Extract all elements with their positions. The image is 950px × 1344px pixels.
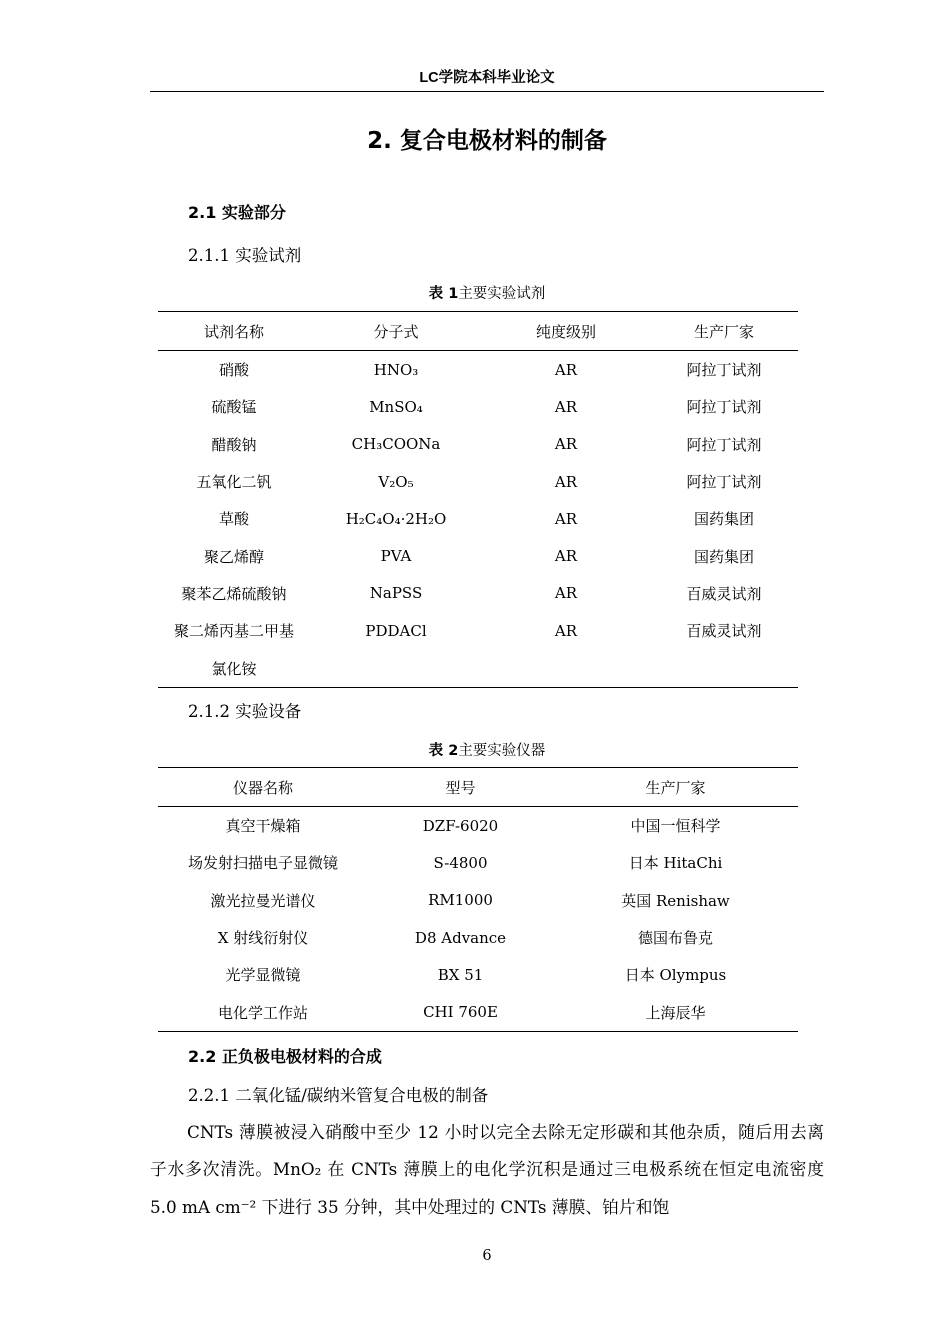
table-row	[158, 807, 798, 845]
cell-formula: NaPSS	[369, 584, 423, 603]
cell-manufacturer: 日本 Olympus	[624, 966, 727, 985]
column-header-formula: 分子式	[310, 312, 482, 351]
column-header-reagent-name: 试剂名称	[158, 312, 310, 351]
table-header-row	[158, 312, 798, 351]
cell-purity: AR	[554, 435, 578, 454]
cell-purity: AR	[554, 547, 578, 566]
instruments-table	[158, 767, 798, 1032]
cell-formula: V₂O₅	[378, 472, 414, 491]
table-row	[158, 537, 798, 574]
cell-reagent-name: 硫酸锰	[211, 398, 257, 417]
subsection-heading-2-2-1: 2.2.1 二氧化锰/碳纳米管复合电极的制备	[188, 1086, 489, 1105]
cell-model: DZF-6020	[422, 816, 499, 835]
table-row	[158, 956, 798, 993]
column-header-instrument-name: 仪器名称	[158, 768, 368, 807]
cell-purity	[482, 649, 650, 687]
cell-reagent-name: 聚苯乙烯硫酸钠	[181, 584, 287, 603]
cell-manufacturer	[650, 649, 798, 687]
section-heading-2-2: 2.2 正负极电极材料的合成	[188, 1047, 382, 1066]
page-number: 6	[482, 1248, 492, 1264]
cell-model: RM1000	[428, 891, 493, 910]
cell-formula	[310, 649, 482, 687]
cell-manufacturer: 阿拉丁试剂	[686, 398, 762, 417]
cell-purity: AR	[554, 397, 578, 416]
subsection-heading-2-1-2: 2.1.2 实验设备	[188, 702, 302, 721]
cell-manufacturer: 阿拉丁试剂	[686, 361, 762, 380]
table-row	[158, 463, 798, 500]
cell-manufacturer: 德国布鲁克	[637, 929, 713, 948]
cell-model: CHI 760E	[423, 1003, 498, 1022]
table1-caption-text: 主要实验试剂	[458, 286, 546, 302]
subsection-heading-2-1-1: 2.1.1 实验试剂	[188, 246, 302, 265]
cell-reagent-name: 草酸	[218, 510, 249, 529]
cell-reagent-name: 醋酸钠	[211, 435, 257, 454]
cell-instrument-name: 场发射扫描电子显微镜	[187, 854, 338, 873]
cell-manufacturer: 阿拉丁试剂	[686, 473, 762, 492]
cell-formula: PVA	[380, 547, 412, 566]
cell-manufacturer: 阿拉丁试剂	[686, 435, 762, 454]
table-row	[158, 919, 798, 956]
cell-instrument-name: 电化学工作站	[217, 1003, 308, 1022]
table-row	[158, 388, 798, 425]
table-row	[158, 649, 798, 687]
table1-caption-label: 表 1	[428, 286, 459, 302]
cell-purity: AR	[554, 584, 578, 603]
table-row	[158, 426, 798, 463]
cell-model: S-4800	[433, 853, 488, 872]
cell-purity: AR	[554, 509, 578, 528]
table2-caption-label: 表 2	[428, 743, 459, 759]
cell-instrument-name: X 射线衍射仪	[217, 929, 309, 948]
cell-instrument-name: 真空干燥箱	[225, 817, 301, 836]
table1-caption	[150, 282, 824, 303]
cell-reagent-name: 聚二烯丙基二甲基	[173, 622, 294, 641]
reagents-table	[158, 311, 798, 688]
column-header-purity: 纯度级别	[482, 312, 650, 351]
cell-manufacturer: 国药集团	[693, 547, 754, 566]
cell-purity: AR	[554, 360, 578, 379]
cell-formula: PDDACl	[365, 621, 427, 640]
chapter-title: 2. 复合电极材料的制备	[367, 128, 607, 154]
cell-manufacturer: 国药集团	[693, 510, 754, 529]
table-row	[158, 351, 798, 389]
header-rule	[150, 91, 824, 92]
cell-formula: H₂C₄O₄·2H₂O	[345, 509, 447, 528]
cell-manufacturer: 上海辰华	[645, 1003, 706, 1022]
table-row	[158, 500, 798, 537]
column-header-model: 型号	[368, 768, 553, 807]
cell-model: D8 Advance	[414, 928, 507, 947]
cell-manufacturer: 中国一恒科学	[630, 817, 721, 836]
cell-formula: MnSO₄	[369, 397, 423, 416]
table2-caption-text: 主要实验仪器	[458, 743, 546, 759]
cell-formula: HNO₃	[373, 360, 419, 379]
cell-purity: AR	[554, 472, 578, 491]
cell-reagent-name: 氯化铵	[211, 659, 257, 678]
body-paragraph-text: CNTs 薄膜被浸入硝酸中至少 12 小时以完全去除无定形碳和其他杂质，随后用去离子水多次清洗。MnO₂ 在 CNTs 薄膜上的电化学沉积是通过三电极系统在恒定电流密度 5.0 mA cm⁻² 下进行 35 分钟，其中处理过的 CNTs 薄膜、铂片和饱	[150, 1122, 824, 1217]
column-header-manufacturer: 生产厂家	[650, 312, 798, 351]
cell-model: BX 51	[437, 965, 484, 984]
running-header-title: LC学院本科毕业论文	[419, 70, 555, 86]
cell-manufacturer: 日本 HitaChi	[628, 854, 723, 873]
table-row	[158, 844, 798, 881]
section-heading-2-1: 2.1 实验部分	[188, 203, 286, 222]
table-row	[158, 993, 798, 1031]
table-row	[158, 575, 798, 612]
cell-manufacturer: 英国 Renishaw	[621, 891, 730, 910]
cell-manufacturer: 百威灵试剂	[686, 622, 762, 641]
cell-reagent-name: 硝酸	[218, 361, 249, 380]
table2-caption	[150, 739, 824, 760]
table-header-row	[158, 768, 798, 807]
cell-manufacturer: 百威灵试剂	[686, 584, 762, 603]
cell-formula: CH₃COONa	[351, 435, 441, 454]
table-row	[158, 882, 798, 919]
cell-purity: AR	[554, 621, 578, 640]
cell-reagent-name: 聚乙烯醇	[203, 547, 264, 566]
cell-instrument-name: 激光拉曼光谱仪	[210, 891, 316, 910]
column-header-manufacturer: 生产厂家	[553, 768, 798, 807]
cell-reagent-name: 五氧化二钒	[196, 473, 272, 492]
table-row	[158, 612, 798, 649]
cell-instrument-name: 光学显微镜	[225, 966, 301, 985]
body-paragraph	[150, 1114, 824, 1226]
